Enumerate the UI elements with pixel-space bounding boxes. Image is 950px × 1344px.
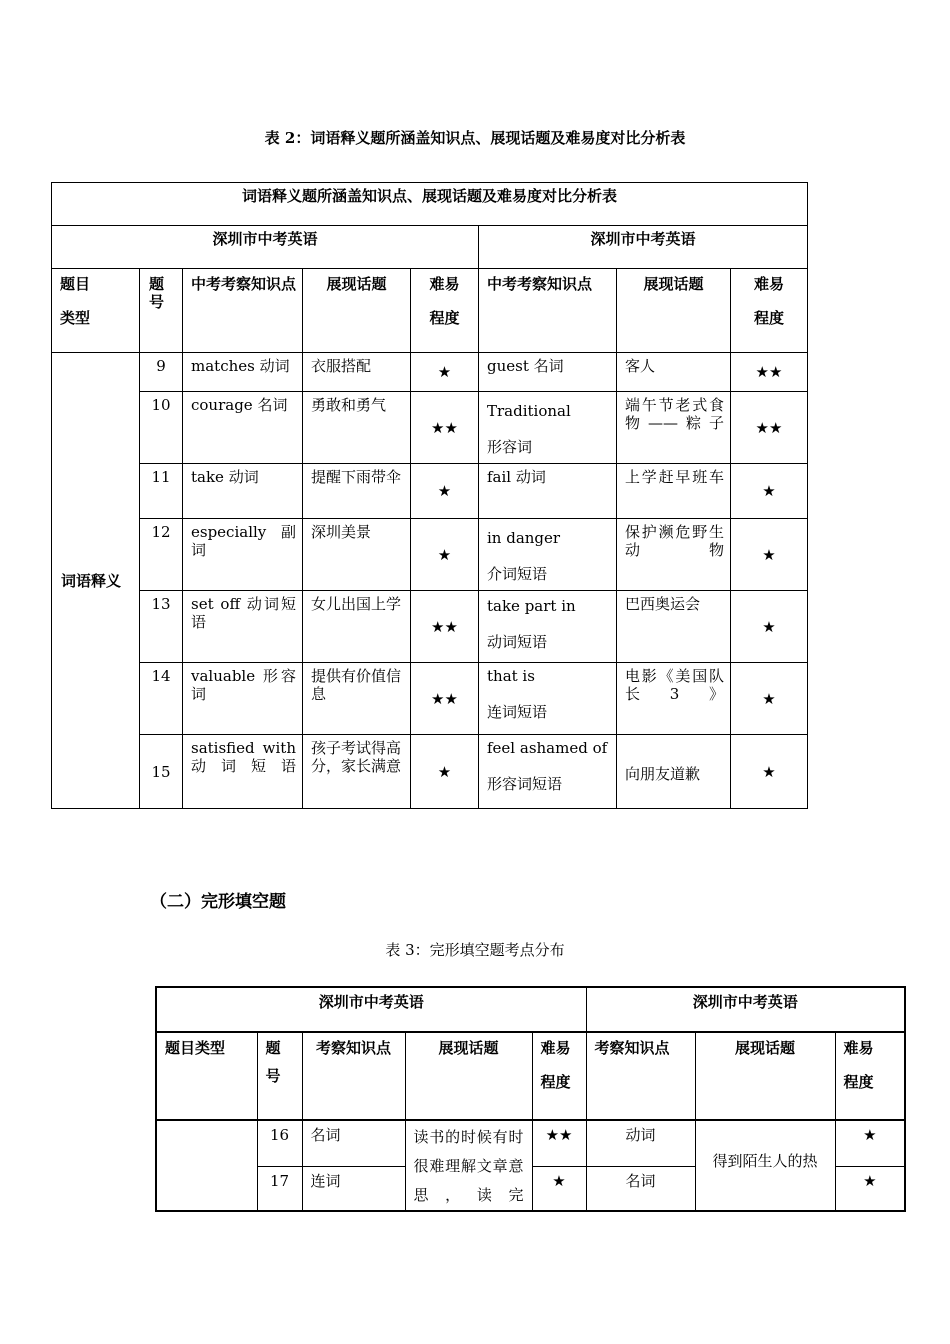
difficulty-stars-right: ★	[731, 663, 808, 735]
table2-caption: 表 2：词语释义题所涵盖知识点、展现话题及难易度对比分析表	[264, 129, 686, 147]
col-header-topic-right: 展现话题	[617, 269, 731, 353]
col-header-no	[257, 1032, 302, 1120]
topic-right: 保护濒危野生动物	[617, 519, 731, 591]
topic-right: 向朋友道歉	[617, 735, 731, 809]
col-header-topic: 展现话题	[303, 269, 411, 353]
kp-right-line2: 介词短语	[487, 565, 548, 583]
difficulty-stars: ★	[411, 353, 479, 392]
question-number: 16	[257, 1120, 302, 1167]
difficulty-stars-right: ★	[835, 1120, 905, 1167]
col-header-topic-right: 展现话题	[695, 1032, 835, 1120]
topic: 孩子考试得高分，家长满意	[303, 735, 411, 809]
topic-right: 巴西奥运会	[617, 591, 731, 663]
col-diff-line1: 难易	[429, 275, 460, 293]
col-diff-r-line2: 程度	[754, 309, 785, 327]
knowledge-point-right: 名词	[586, 1167, 695, 1211]
difficulty-stars-right: ★	[835, 1167, 905, 1211]
col-diff-line2: 程度	[540, 1073, 571, 1091]
table-row	[52, 353, 808, 392]
difficulty-stars: ★★	[411, 663, 479, 735]
question-number: 17	[257, 1167, 302, 1211]
col-type-line2: 类型	[60, 309, 91, 327]
knowledge-point: courage 名词	[183, 392, 303, 464]
table3-left-header: 深圳市中考英语	[156, 987, 586, 1032]
knowledge-point: 名词	[302, 1120, 405, 1167]
kp-right-line1: fail 动词	[487, 468, 546, 486]
col-header-diff	[411, 269, 479, 353]
col-header-type: 题目类型	[156, 1032, 257, 1120]
col-diff-r-line1: 难易	[843, 1039, 874, 1057]
kp-right-line1: in danger	[487, 529, 561, 547]
kp-right-line1: that is	[487, 667, 535, 685]
col-header-kp-right: 中考考察知识点	[479, 269, 617, 353]
topic-right: 电影《美国队长3》	[617, 663, 731, 735]
section-heading: （二）完形填空题	[150, 892, 286, 912]
col-diff-line2: 程度	[429, 309, 460, 327]
table-row	[52, 591, 808, 663]
col-header-diff	[532, 1032, 586, 1120]
knowledge-point-right	[479, 591, 617, 663]
category-cell: 词语释义	[52, 353, 140, 809]
difficulty-stars-right: ★	[731, 519, 808, 591]
col-header-kp: 考察知识点	[302, 1032, 405, 1120]
kp-right-line2: 形容词	[487, 438, 533, 456]
difficulty-stars: ★★	[411, 392, 479, 464]
knowledge-point-right	[479, 735, 617, 809]
col-type-line1: 题目	[60, 275, 91, 293]
table2	[51, 182, 808, 809]
difficulty-stars: ★	[532, 1167, 586, 1211]
knowledge-point-right	[479, 663, 617, 735]
difficulty-stars: ★★	[411, 591, 479, 663]
topic-right: 端午节老式食物——粽子	[617, 392, 731, 464]
difficulty-stars-right: ★	[731, 464, 808, 519]
knowledge-point-right	[479, 353, 617, 392]
table3	[155, 986, 906, 1212]
col-diff-r-line1: 难易	[754, 275, 785, 293]
knowledge-point-right	[479, 392, 617, 464]
kp-right-line2: 形容词短语	[487, 775, 563, 793]
question-number: 12	[140, 519, 183, 591]
col-header-topic: 展现话题	[405, 1032, 532, 1120]
col-header-no: 题号	[140, 269, 183, 353]
difficulty-stars: ★	[411, 519, 479, 591]
table-row	[156, 1120, 905, 1167]
table-row	[52, 519, 808, 591]
knowledge-point: set off 动词短语	[183, 591, 303, 663]
kp-right-line1: guest 名词	[487, 357, 564, 375]
knowledge-point: take 动词	[183, 464, 303, 519]
kp-right-line1: feel ashamed of	[487, 739, 608, 757]
knowledge-point: especially 副词	[183, 519, 303, 591]
question-number: 13	[140, 591, 183, 663]
col-no-line2: 号	[265, 1067, 281, 1085]
topic-right: 客人	[617, 353, 731, 392]
topic: 提供有价值信息	[303, 663, 411, 735]
col-header-kp-right: 考察知识点	[586, 1032, 695, 1120]
table-row	[52, 663, 808, 735]
col-header-diff-right	[731, 269, 808, 353]
table-row	[52, 464, 808, 519]
topic-right: 上学赶早班车	[617, 464, 731, 519]
table2-title: 词语释义题所涵盖知识点、展现话题及难易度对比分析表	[52, 183, 808, 226]
kp-right-line2: 连词短语	[487, 703, 548, 721]
kp-right-line1: take part in	[487, 597, 576, 615]
category-cell	[156, 1120, 257, 1211]
table-row	[52, 735, 808, 809]
difficulty-stars: ★	[411, 464, 479, 519]
col-header-kp: 中考考察知识点	[183, 269, 303, 353]
topic: 衣服搭配	[303, 353, 411, 392]
question-number: 10	[140, 392, 183, 464]
topic: 深圳美景	[303, 519, 411, 591]
table3-right-header: 深圳市中考英语	[586, 987, 905, 1032]
knowledge-point-right: 动词	[586, 1120, 695, 1167]
difficulty-stars-right: ★	[731, 591, 808, 663]
col-header-type	[52, 269, 140, 353]
question-number: 14	[140, 663, 183, 735]
difficulty-stars: ★★	[532, 1120, 586, 1167]
knowledge-point-right	[479, 519, 617, 591]
knowledge-point: valuable 形容词	[183, 663, 303, 735]
knowledge-point: 连词	[302, 1167, 405, 1211]
col-header-diff-right	[835, 1032, 905, 1120]
difficulty-stars-right: ★★	[731, 392, 808, 464]
kp-right-line1: Traditional	[487, 402, 571, 420]
question-number: 9	[140, 353, 183, 392]
topic: 女儿出国上学	[303, 591, 411, 663]
topic: 提醒下雨带伞	[303, 464, 411, 519]
topic: 读书的时候有时很难理解文章意思，读完	[405, 1120, 532, 1211]
knowledge-point: satisfied with 动词短语	[183, 735, 303, 809]
table2-left-header: 深圳市中考英语	[52, 226, 479, 269]
kp-right-line2: 动词短语	[487, 633, 548, 651]
table2-right-header: 深圳市中考英语	[479, 226, 808, 269]
difficulty-stars: ★	[411, 735, 479, 809]
table3-caption: 表 3：完形填空题考点分布	[385, 941, 565, 959]
col-diff-line1: 难易	[540, 1039, 571, 1057]
knowledge-point-right	[479, 464, 617, 519]
table-row	[52, 392, 808, 464]
difficulty-stars-right: ★★	[731, 353, 808, 392]
topic-right: 得到陌生人的热	[695, 1120, 835, 1211]
difficulty-stars-right: ★	[731, 735, 808, 809]
col-diff-r-line2: 程度	[843, 1073, 874, 1091]
topic: 勇敢和勇气	[303, 392, 411, 464]
question-number: 15	[140, 735, 183, 809]
question-number: 11	[140, 464, 183, 519]
col-no-line1: 题	[265, 1039, 281, 1057]
knowledge-point: matches 动词	[183, 353, 303, 392]
